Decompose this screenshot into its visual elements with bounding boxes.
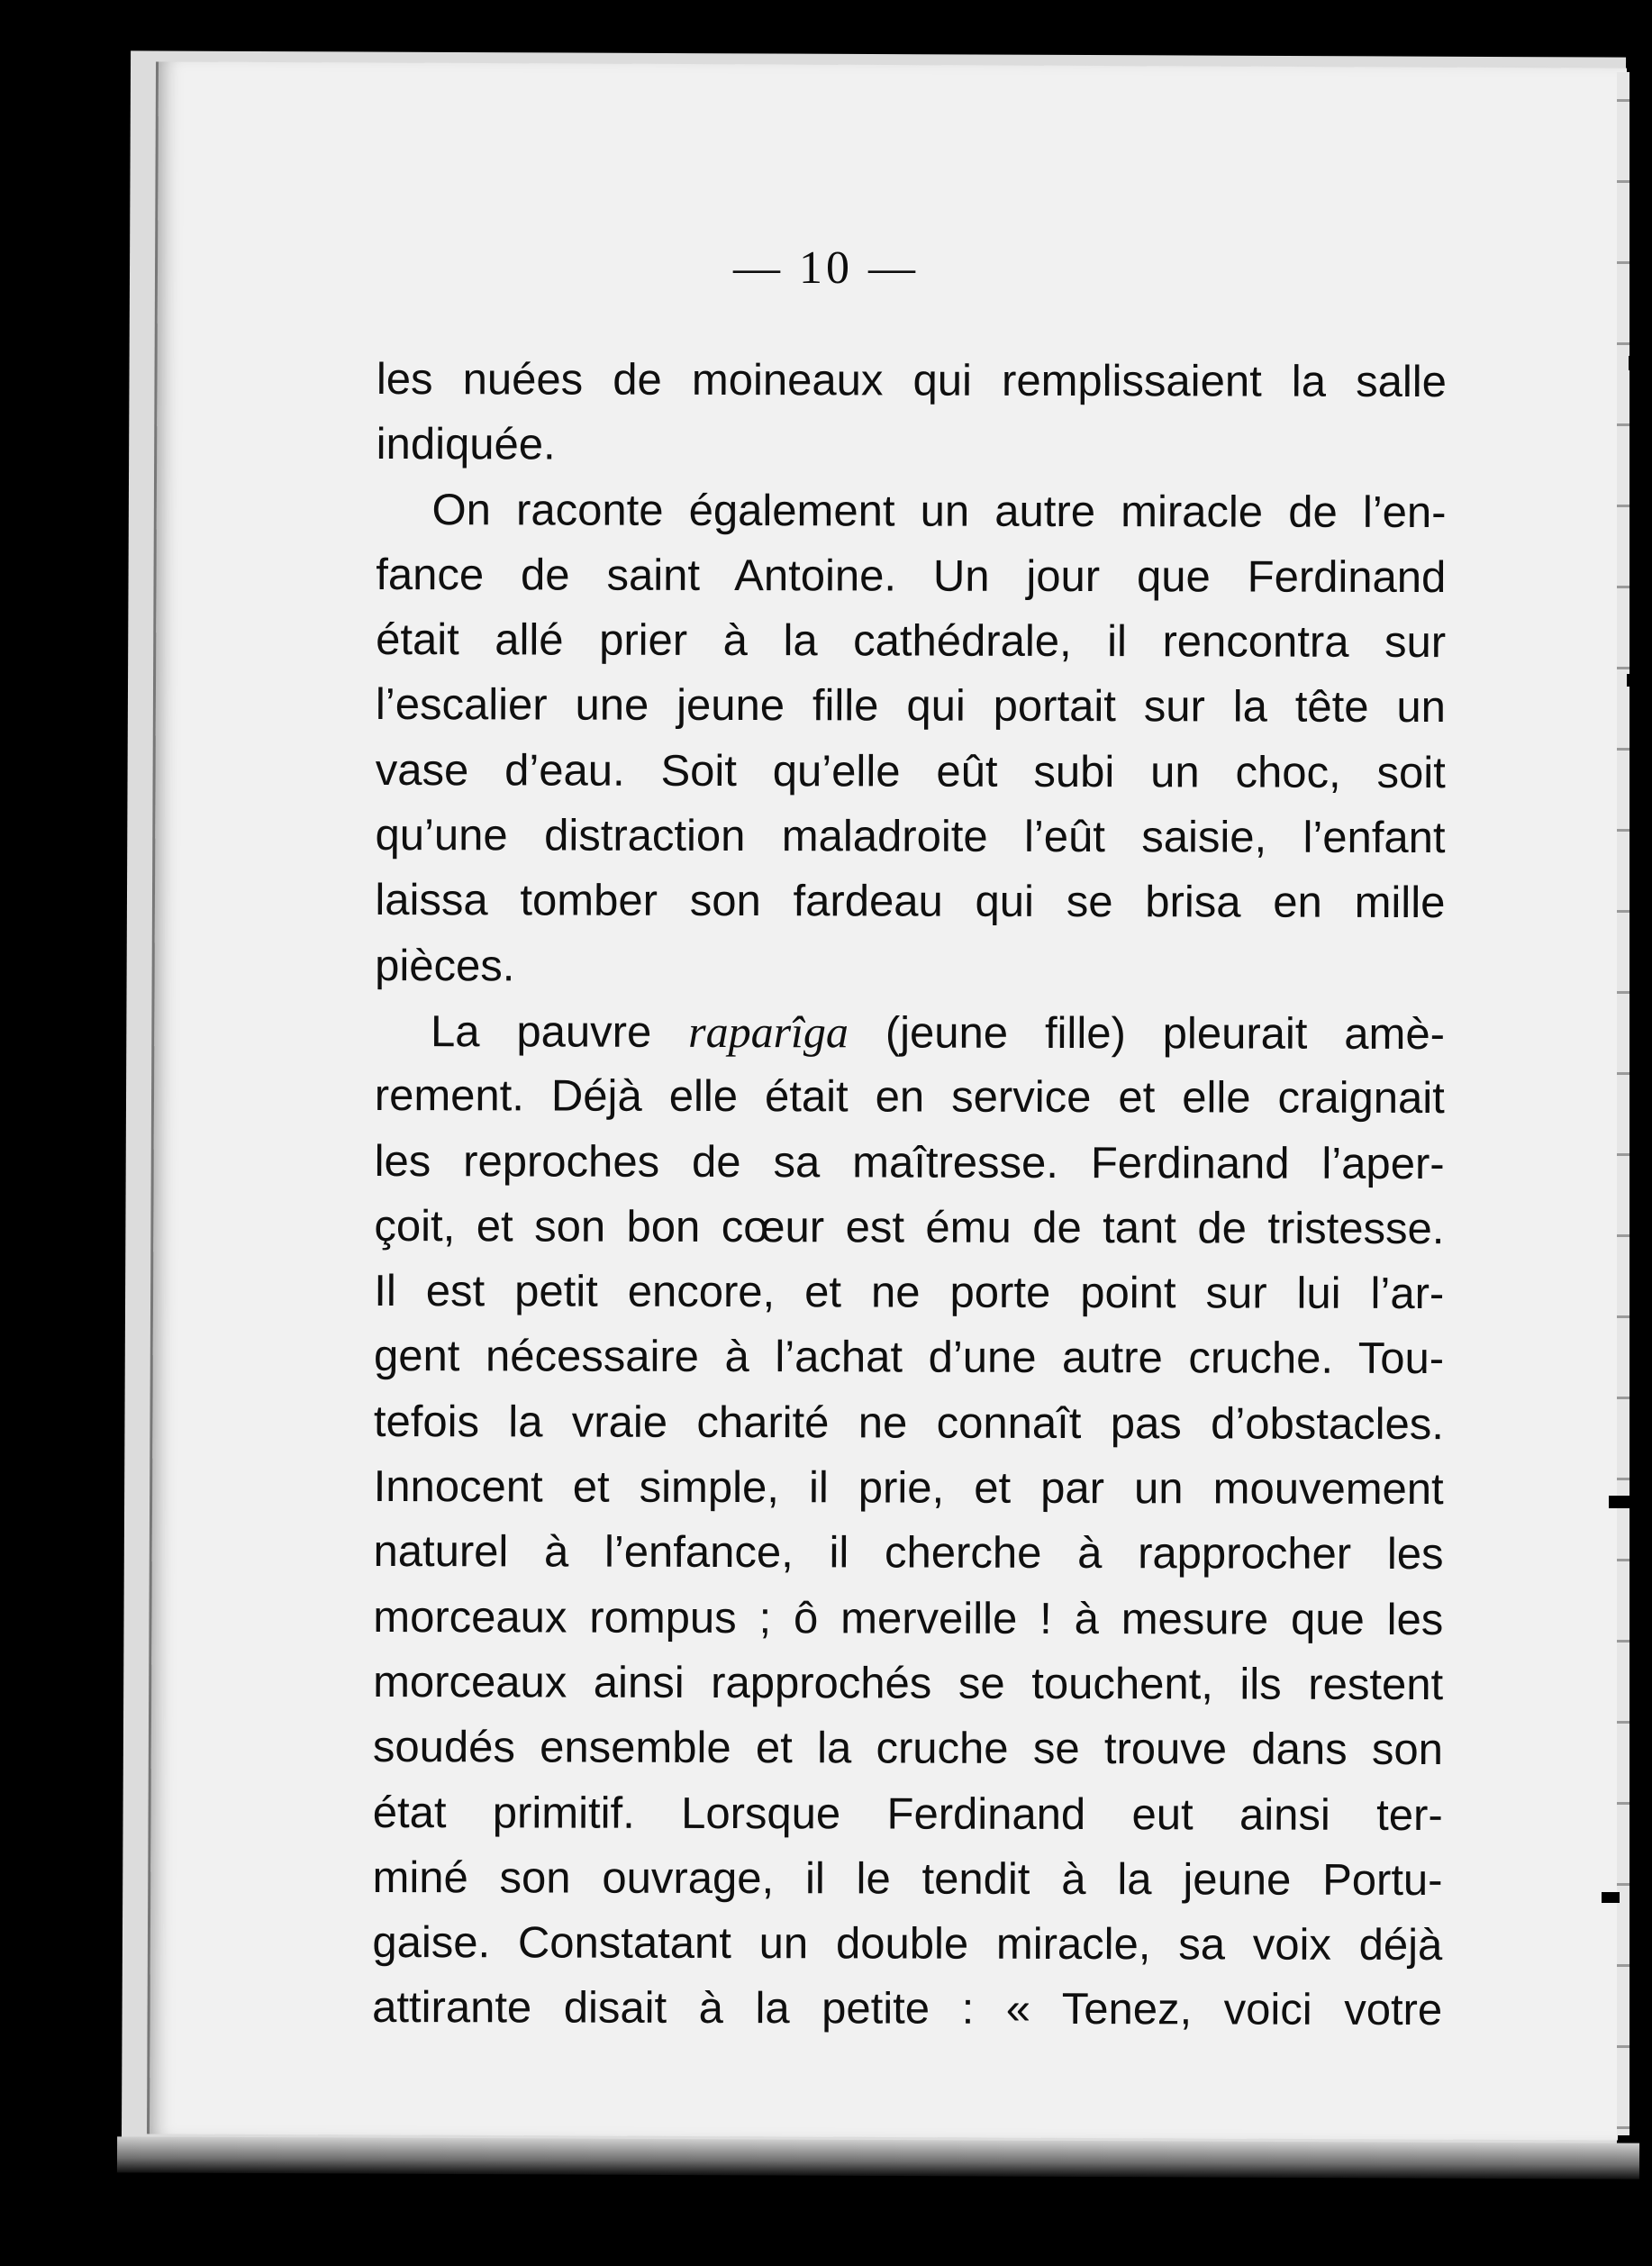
text-fragment: La pauvre bbox=[430, 1007, 652, 1057]
text-line: rement. Déjà elle était en service et elle craignait bbox=[374, 1071, 1445, 1124]
text-line: On raconte également un autre miracle de l’en- bbox=[431, 485, 1447, 537]
text-line: Il est petit encore, et ne porte point sur lui l’ar- bbox=[374, 1267, 1445, 1319]
text-line: état primitif. Lorsque Ferdinand eut ainsi ter- bbox=[372, 1788, 1443, 1840]
text-line: Innocent et simple, il prie, et par un mouvement bbox=[373, 1462, 1444, 1515]
text-line: qu’une distraction maladroite l’eût saisie, l’enfant bbox=[375, 811, 1446, 863]
margin-mark bbox=[1627, 674, 1652, 687]
margin-mark bbox=[1602, 1892, 1620, 1903]
text-line: indiquée. bbox=[376, 420, 556, 469]
text-line: gaise. Constatant un double miracle, sa voix déjà bbox=[372, 1918, 1443, 1970]
text-line: vase d’eau. Soit qu’elle eût subi un choc, soit bbox=[375, 745, 1446, 797]
text-line: soudés ensemble et la cruche se trouve dans son bbox=[372, 1723, 1443, 1775]
italic-word: raparîga bbox=[688, 1006, 849, 1058]
text-line: pièces. bbox=[375, 941, 515, 991]
text-line: laissa tomber son fardeau qui se brisa en mille bbox=[375, 876, 1446, 928]
text-line: morceaux rompus ; ô merveille ! à mesure que les bbox=[373, 1592, 1444, 1644]
text-line: gent nécessaire à l’achat d’une autre cruche. Tou- bbox=[373, 1332, 1445, 1384]
text-line: tefois la vraie charité ne connaît pas d’obstacles. bbox=[373, 1397, 1444, 1449]
text-line: les nuées de moineaux qui remplissaient la salle bbox=[376, 354, 1447, 407]
text-line: l’escalier une jeune fille qui portait sur la tête un bbox=[375, 680, 1447, 733]
text-line: çoit, et son bon cœur est ému de tant de tristesse. bbox=[374, 1201, 1445, 1253]
page-bottom-edge bbox=[117, 2136, 1639, 2179]
text-line: attirante disait à la petite : « Tenez, voici votre bbox=[372, 1983, 1443, 2035]
text-line: fance de saint Antoine. Un jour que Ferdinand bbox=[376, 550, 1447, 602]
page-right-edge bbox=[1617, 72, 1629, 2135]
text-line: les reproches de sa maîtresse. Ferdinand l’aper- bbox=[374, 1136, 1445, 1188]
margin-mark bbox=[1609, 1496, 1641, 1508]
margin-mark bbox=[1629, 356, 1652, 370]
text-line: morceaux ainsi rapprochés se touchent, ils restent bbox=[373, 1657, 1444, 1710]
text-fragment: (jeune fille) pleurait amè- bbox=[885, 1008, 1446, 1060]
text-line: naturel à l’enfance, il cherche à rapprocher les bbox=[373, 1527, 1444, 1579]
page-number: — 10 — bbox=[733, 242, 919, 294]
body-text bbox=[372, 347, 1447, 2043]
text-line: était allé prier à la cathédrale, il rencontra sur bbox=[376, 615, 1447, 668]
text-line-with-italic bbox=[375, 998, 1445, 1066]
text-line: miné son ouvrage, il le tendit à la jeune Portu- bbox=[372, 1852, 1443, 1905]
